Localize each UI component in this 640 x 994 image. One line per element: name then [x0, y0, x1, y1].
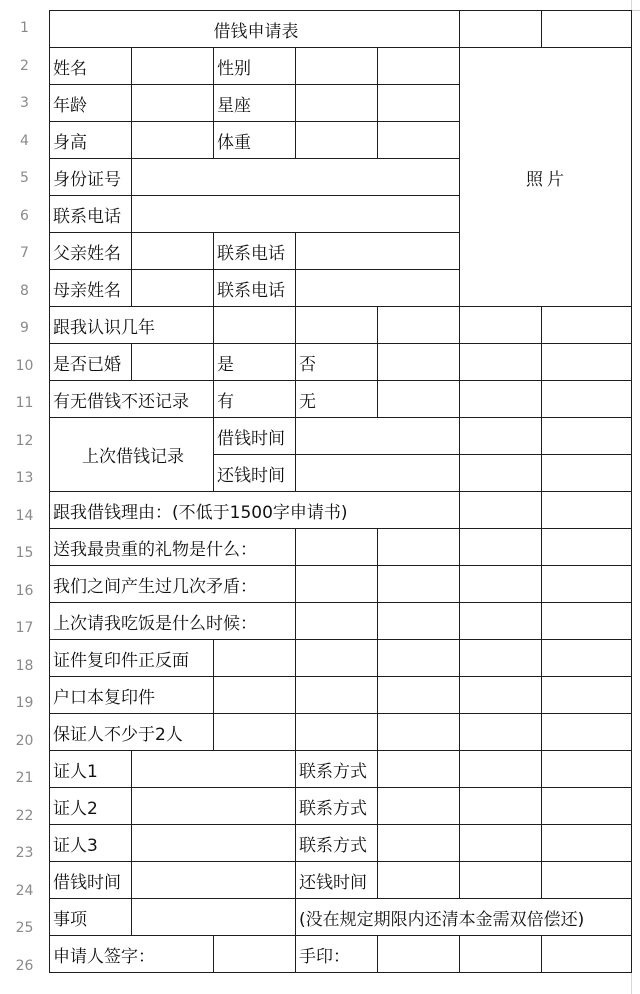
mother-name-value-cell[interactable]	[132, 270, 214, 307]
table-row	[50, 788, 632, 825]
cell[interactable]	[296, 640, 378, 677]
row-number[interactable]: 9	[20, 320, 29, 336]
weight-value-cell[interactable]	[296, 122, 378, 159]
cell[interactable]	[378, 48, 460, 85]
table-row	[50, 11, 632, 48]
last-loan-record-label[interactable]: 上次借钱记录	[50, 418, 214, 492]
cell[interactable]	[542, 566, 632, 603]
cell[interactable]	[542, 751, 632, 788]
cell[interactable]	[214, 677, 296, 714]
cell[interactable]	[542, 603, 632, 640]
conflicts-question-label[interactable]: 我们之间产生过几次矛盾：	[50, 566, 296, 603]
row-number[interactable]: 21	[15, 770, 34, 786]
cell[interactable]	[542, 788, 632, 825]
default-record-has-option[interactable]: 有	[214, 381, 296, 418]
household-copy-label[interactable]: 户口本复印件	[50, 677, 214, 714]
photo-cell[interactable]: 照片	[460, 48, 632, 307]
cell[interactable]	[542, 714, 632, 751]
cell[interactable]	[296, 677, 378, 714]
cell[interactable]	[378, 603, 460, 640]
cell[interactable]	[460, 640, 542, 677]
table-row	[50, 344, 632, 381]
fingerprint-label[interactable]: 手印：	[296, 936, 378, 973]
loan-reason-label[interactable]: 跟我借钱理由：(不低于1500字申请书)	[50, 492, 460, 529]
zodiac-label[interactable]: 星座	[214, 85, 296, 122]
cell[interactable]	[378, 677, 460, 714]
cell[interactable]	[542, 936, 632, 973]
row-number[interactable]: 17	[15, 620, 34, 636]
cell[interactable]	[378, 862, 460, 899]
cell[interactable]	[460, 566, 542, 603]
witness1-label[interactable]: 证人1	[50, 751, 132, 788]
borrow-time-label[interactable]: 借钱时间	[50, 862, 132, 899]
row-number[interactable]: 4	[20, 132, 29, 149]
last-borrow-time-value-cell[interactable]	[296, 418, 460, 455]
row-number[interactable]: 13	[15, 470, 34, 486]
cell[interactable]	[542, 640, 632, 677]
cell[interactable]	[378, 640, 460, 677]
cell[interactable]	[460, 714, 542, 751]
table-row	[50, 307, 632, 344]
last-return-time-value-cell[interactable]	[296, 455, 460, 492]
cell[interactable]	[542, 677, 632, 714]
row-number[interactable]: 14	[15, 507, 34, 524]
cell[interactable]	[378, 936, 460, 973]
height-value-cell[interactable]	[132, 122, 214, 159]
last-return-time-label[interactable]: 还钱时间	[214, 455, 296, 492]
witness1-contact-label[interactable]: 联系方式	[296, 751, 378, 788]
row-number[interactable]: 20	[15, 732, 34, 749]
cell[interactable]	[460, 529, 542, 566]
table-row	[50, 492, 632, 529]
table-row	[50, 677, 632, 714]
row-number[interactable]: 5	[20, 170, 29, 186]
cell[interactable]	[460, 307, 542, 344]
applicant-signature-label[interactable]: 申请人签字：	[50, 936, 214, 973]
father-name-value-cell[interactable]	[132, 233, 214, 270]
cell[interactable]	[460, 936, 542, 973]
table-row	[50, 529, 632, 566]
cell[interactable]	[542, 307, 632, 344]
cell[interactable]	[542, 344, 632, 381]
cell[interactable]	[542, 381, 632, 418]
phone-value-cell[interactable]	[132, 196, 460, 233]
mother-phone-label[interactable]: 联系电话	[214, 270, 296, 307]
default-record-none-option[interactable]: 无	[296, 381, 378, 418]
cell[interactable]	[378, 85, 460, 122]
cell[interactable]	[214, 714, 296, 751]
cell[interactable]	[542, 529, 632, 566]
loan-application-form	[49, 10, 632, 973]
cell[interactable]	[296, 529, 378, 566]
table-row	[50, 899, 632, 936]
default-record-label[interactable]: 有无借钱不还记录	[50, 381, 214, 418]
weight-label[interactable]: 体重	[214, 122, 296, 159]
age-label[interactable]: 年龄	[50, 85, 132, 122]
phone-label[interactable]: 联系电话	[50, 196, 132, 233]
cell[interactable]	[460, 11, 542, 48]
cell[interactable]	[460, 862, 542, 899]
cell[interactable]	[460, 788, 542, 825]
row-number[interactable]: 2	[20, 57, 29, 74]
row-number[interactable]: 16	[15, 582, 34, 599]
table-row	[50, 825, 632, 862]
row-number[interactable]: 22	[15, 807, 34, 824]
row-number[interactable]: 11	[15, 395, 34, 411]
mother-name-label[interactable]: 母亲姓名	[50, 270, 132, 307]
cell[interactable]	[460, 381, 542, 418]
cell[interactable]	[460, 492, 542, 529]
cell[interactable]	[542, 862, 632, 899]
cell[interactable]	[296, 603, 378, 640]
matters-label[interactable]: 事项	[50, 899, 132, 936]
witness2-value-cell[interactable]	[132, 788, 296, 825]
gender-value-cell[interactable]	[296, 48, 378, 85]
height-label[interactable]: 身高	[50, 122, 132, 159]
id-copy-label[interactable]: 证件复印件正反面	[50, 640, 214, 677]
table-row	[50, 936, 632, 973]
cell[interactable]	[296, 714, 378, 751]
table-row	[50, 640, 632, 677]
mother-phone-value-cell[interactable]	[296, 270, 460, 307]
witness3-value-cell[interactable]	[132, 825, 296, 862]
table-row	[50, 48, 632, 85]
row-number[interactable]: 6	[20, 207, 29, 224]
cell[interactable]	[542, 825, 632, 862]
cell[interactable]	[378, 529, 460, 566]
cell[interactable]	[542, 11, 632, 48]
row-number[interactable]: 18	[15, 657, 34, 674]
cell[interactable]	[378, 825, 460, 862]
table-row	[50, 714, 632, 751]
row-number[interactable]: 15	[15, 545, 34, 561]
cell[interactable]	[296, 307, 378, 344]
guarantors-label[interactable]: 保证人不少于2人	[50, 714, 214, 751]
married-no-option[interactable]: 否	[296, 344, 378, 381]
cell[interactable]	[460, 603, 542, 640]
cell[interactable]	[296, 566, 378, 603]
cell[interactable]	[542, 418, 632, 455]
married-yes-option[interactable]: 是	[214, 344, 296, 381]
cell[interactable]	[542, 492, 632, 529]
return-time-label[interactable]: 还钱时间	[296, 862, 378, 899]
table-row	[50, 381, 632, 418]
cell[interactable]	[378, 566, 460, 603]
father-phone-value-cell[interactable]	[296, 233, 460, 270]
id-number-value-cell[interactable]	[132, 159, 460, 196]
matters-value-cell[interactable]	[132, 899, 296, 936]
witness3-label[interactable]: 证人3	[50, 825, 132, 862]
witness2-contact-label[interactable]: 联系方式	[296, 788, 378, 825]
name-value-cell[interactable]	[132, 48, 214, 85]
witness3-contact-label[interactable]: 联系方式	[296, 825, 378, 862]
cell[interactable]	[460, 455, 542, 492]
row-number[interactable]: 10	[15, 357, 34, 374]
cell[interactable]	[214, 640, 296, 677]
table-row	[50, 603, 632, 640]
cell[interactable]	[460, 418, 542, 455]
table-row	[50, 751, 632, 788]
cell[interactable]	[378, 714, 460, 751]
father-phone-label[interactable]: 联系电话	[214, 233, 296, 270]
cell[interactable]	[378, 307, 460, 344]
cell[interactable]	[460, 344, 542, 381]
table-row	[50, 418, 632, 455]
cell[interactable]	[378, 381, 460, 418]
cell[interactable]	[542, 455, 632, 492]
years-known-label[interactable]: 跟我认识几年	[50, 307, 214, 344]
row-number[interactable]: 3	[20, 95, 29, 111]
row-number[interactable]: 19	[15, 695, 34, 711]
cell[interactable]	[132, 344, 214, 381]
cell[interactable]	[214, 307, 296, 344]
row-number[interactable]: 26	[15, 957, 34, 974]
borrow-time-value-cell[interactable]	[132, 862, 296, 899]
cell[interactable]	[460, 677, 542, 714]
row-number[interactable]: 24	[15, 882, 34, 899]
row-number[interactable]: 12	[15, 432, 34, 449]
gift-question-label[interactable]: 送我最贵重的礼物是什么：	[50, 529, 296, 566]
cell[interactable]	[378, 751, 460, 788]
row-number[interactable]: 7	[20, 245, 29, 261]
married-label[interactable]: 是否已婚	[50, 344, 132, 381]
row-number[interactable]: 1	[20, 20, 29, 36]
cell[interactable]	[378, 122, 460, 159]
row-number[interactable]: 25	[15, 920, 34, 936]
last-treat-question-label[interactable]: 上次请我吃饭是什么时候：	[50, 603, 296, 640]
table-row	[50, 862, 632, 899]
age-value-cell[interactable]	[132, 85, 214, 122]
cell[interactable]	[378, 344, 460, 381]
last-borrow-time-label[interactable]: 借钱时间	[214, 418, 296, 455]
father-name-label[interactable]: 父亲姓名	[50, 233, 132, 270]
cell[interactable]	[460, 751, 542, 788]
cell[interactable]	[378, 788, 460, 825]
table-row	[50, 566, 632, 603]
gender-label[interactable]: 性别	[214, 48, 296, 85]
witness2-label[interactable]: 证人2	[50, 788, 132, 825]
zodiac-value-cell[interactable]	[296, 85, 378, 122]
signature-value-cell[interactable]	[214, 936, 296, 973]
id-number-label[interactable]: 身份证号	[50, 159, 132, 196]
matters-note[interactable]: (没在规定期限内还清本金需双倍偿还)	[296, 899, 632, 936]
witness1-value-cell[interactable]	[132, 751, 296, 788]
cell[interactable]	[460, 825, 542, 862]
form-title[interactable]: 借钱申请表	[50, 11, 460, 48]
name-label[interactable]: 姓名	[50, 48, 132, 85]
row-number[interactable]: 23	[15, 845, 34, 861]
row-number[interactable]: 8	[20, 282, 29, 299]
